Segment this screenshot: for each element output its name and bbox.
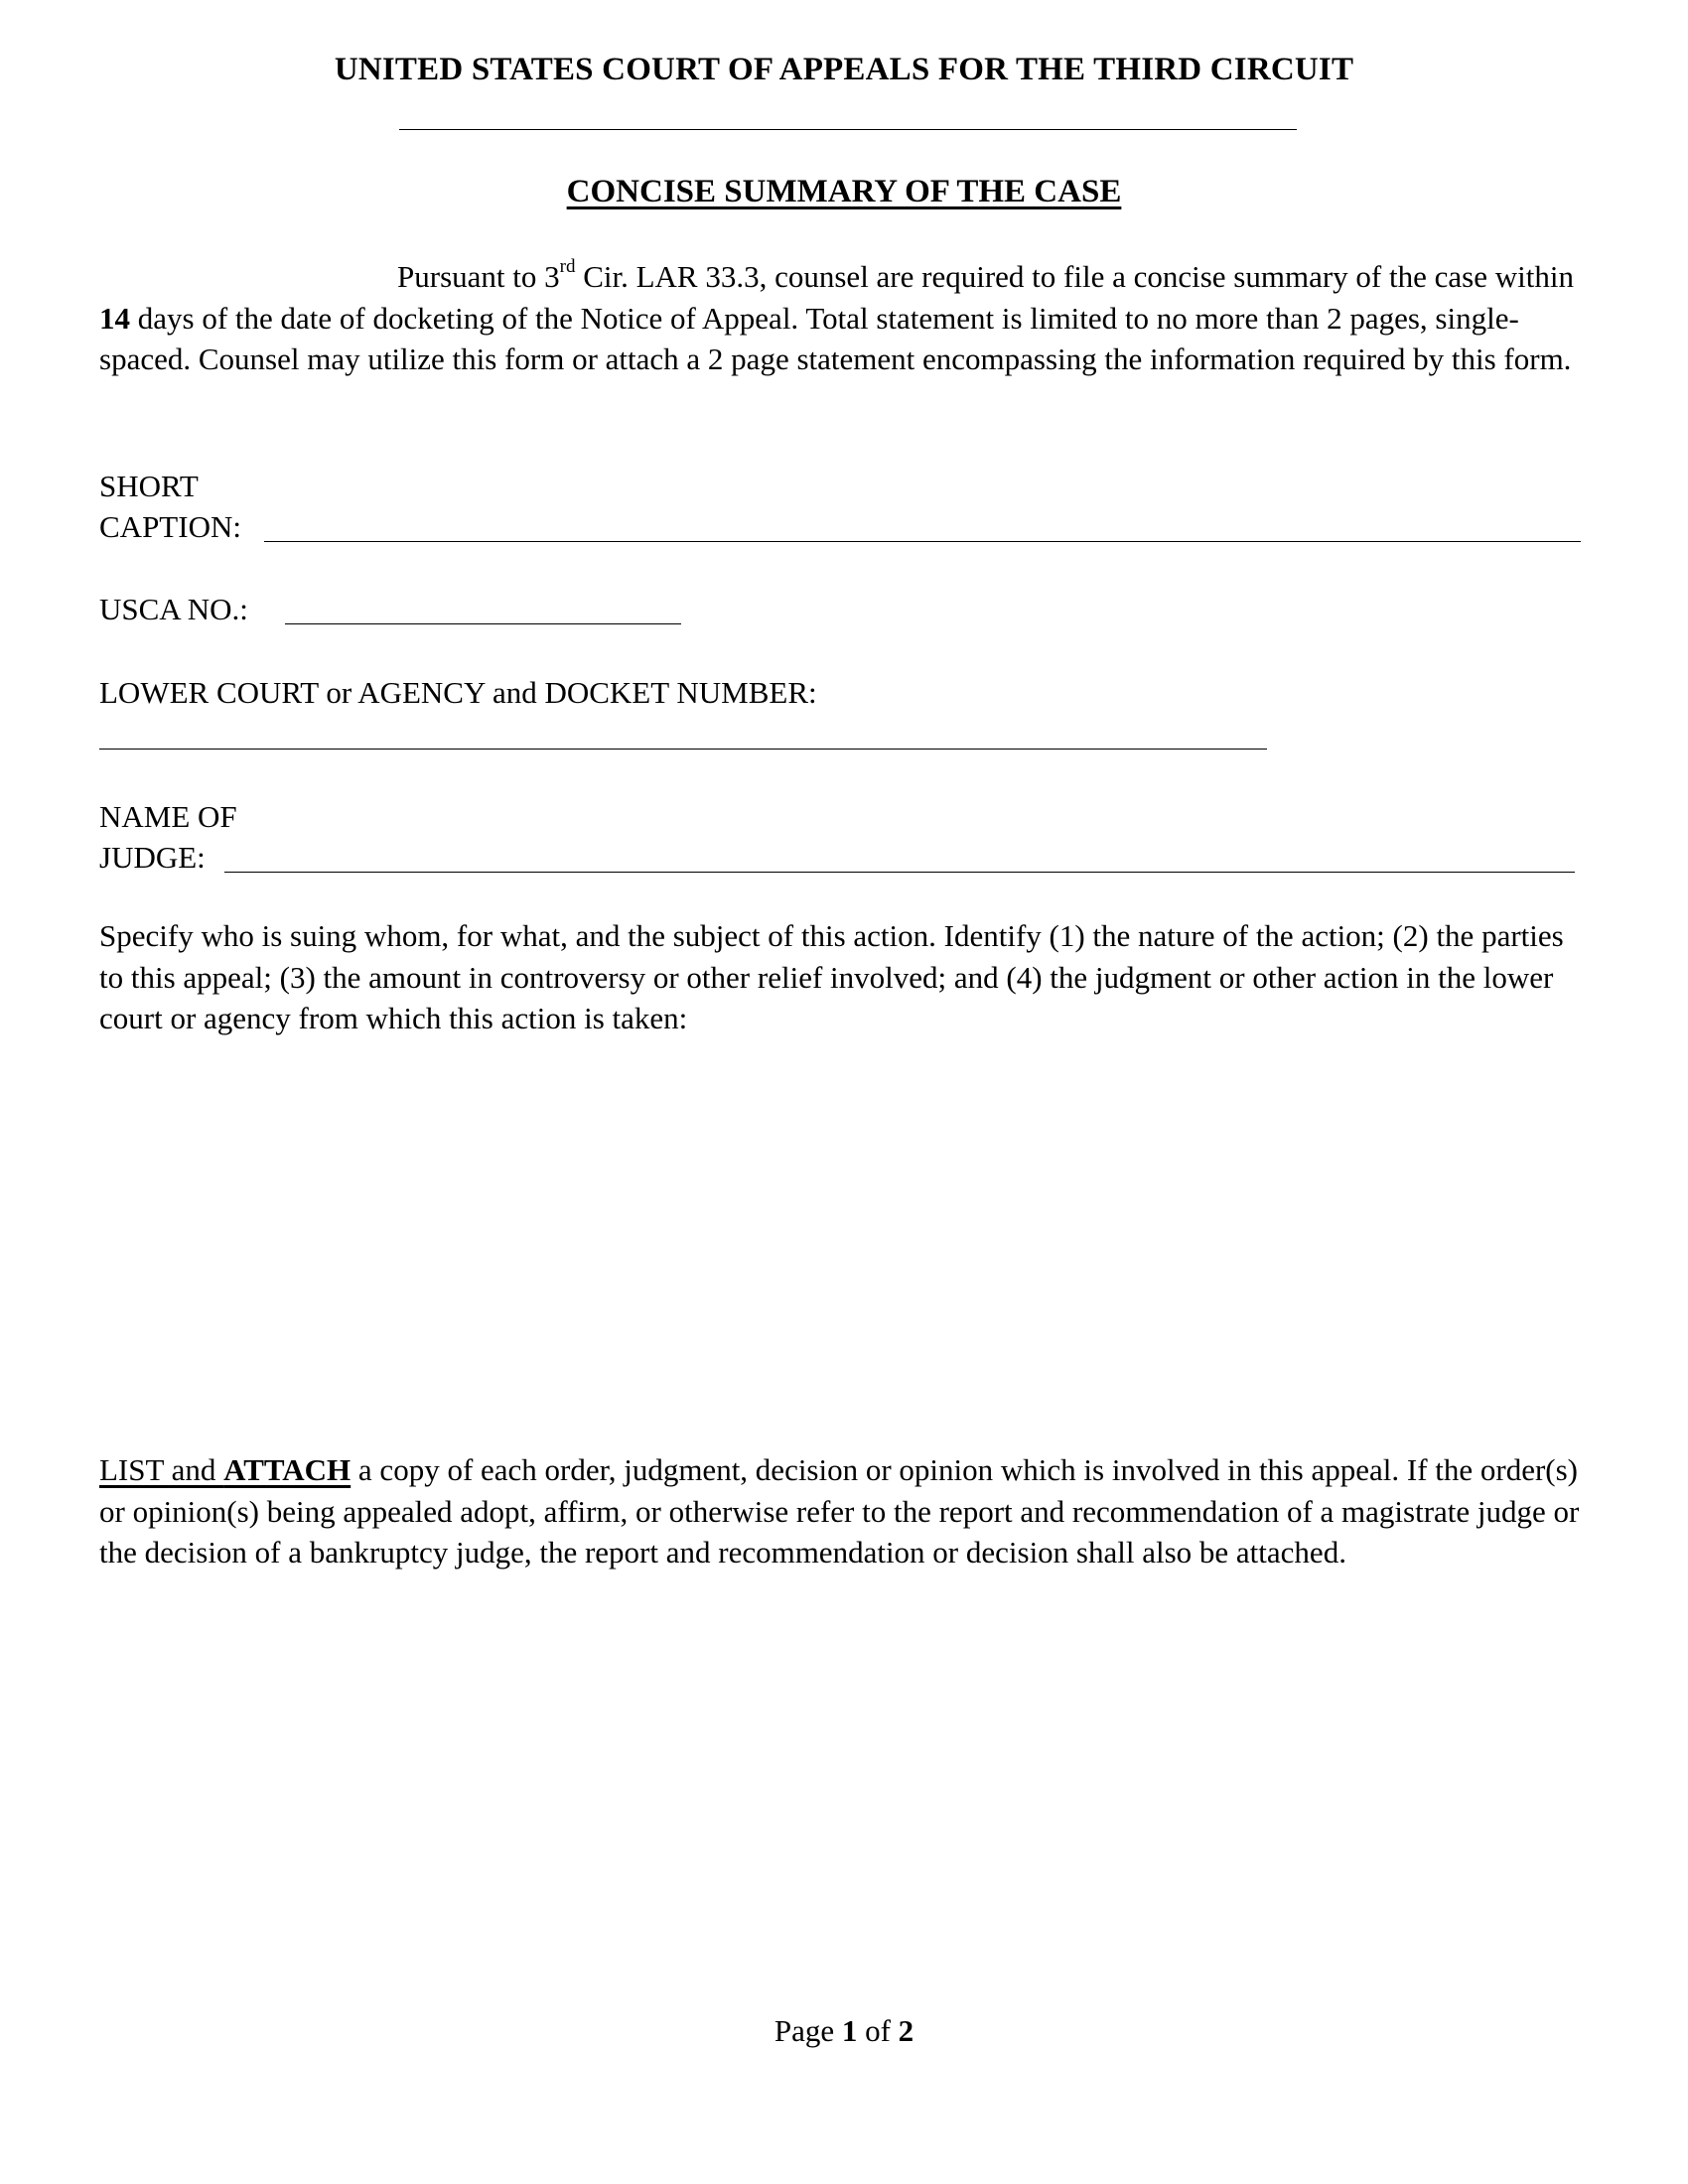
intro-text-1: Pursuant to 3 [397, 259, 560, 294]
intro-days: 14 [99, 300, 130, 336]
intro-text-2: Cir. LAR 33.3, counsel are required to file a concise summary of the case within [575, 259, 1574, 294]
list-and-text: LIST and [99, 1452, 224, 1487]
usca-no-input[interactable] [285, 623, 681, 624]
judge-label-line2: JUDGE: [99, 840, 206, 875]
page-word: Page [774, 2013, 842, 2048]
page-number [0, 2013, 1688, 2049]
intro-superscript: rd [559, 255, 576, 277]
list-attach-body: a copy of each order, judgment, decision or opinion which is involved in this appeal. If the order(s) or opinion(s) being appealed adopt, affirm, or otherwise refer to the report and recommendation of a magistrate judge or the decision of a bankruptcy judge, the report and recommendation or decision shall also be attached. [99, 1452, 1580, 1570]
title-divider [399, 129, 1297, 130]
form-title [0, 174, 1688, 210]
judge-input[interactable] [224, 872, 1575, 873]
short-caption-label-line2: CAPTION: [99, 509, 241, 544]
intro-paragraph [99, 256, 1589, 380]
specify-instructions: Specify who is suing whom, for what, and the subject of this action. Identify (1) the nature of the action; (2) the parties to this appeal; (3) the amount in controversy or other relief involved; and (4) the judgment or other action in the lower court or agency from which this action is taken: [99, 918, 1564, 1035]
page-of-word: of [857, 2013, 899, 2048]
judge-label-line1: NAME OF [99, 799, 237, 834]
intro-text-3: days of the date of docketing of the Notice of Appeal. Total statement is limited to no more than 2 pages, single-spaced. Counsel may utilize this form or attach a 2 page statement encompassing the information required by this form. [99, 300, 1572, 376]
court-title: UNITED STATES COURT OF APPEALS FOR THE THIRD CIRCUIT [334, 52, 1354, 87]
list-attach-instructions [99, 1449, 1589, 1573]
usca-no-label: USCA NO.: [99, 592, 248, 626]
page-current: 1 [841, 2013, 858, 2048]
short-caption-label-line1: SHORT [99, 469, 199, 503]
attach-text: ATTACH [223, 1452, 352, 1487]
short-caption-input[interactable] [264, 541, 1581, 542]
lower-court-input[interactable] [99, 749, 1267, 750]
form-title-text: CONCISE SUMMARY OF THE CASE [566, 174, 1122, 209]
lower-court-label: LOWER COURT or AGENCY and DOCKET NUMBER: [99, 675, 817, 710]
page-total: 2 [898, 2013, 914, 2048]
